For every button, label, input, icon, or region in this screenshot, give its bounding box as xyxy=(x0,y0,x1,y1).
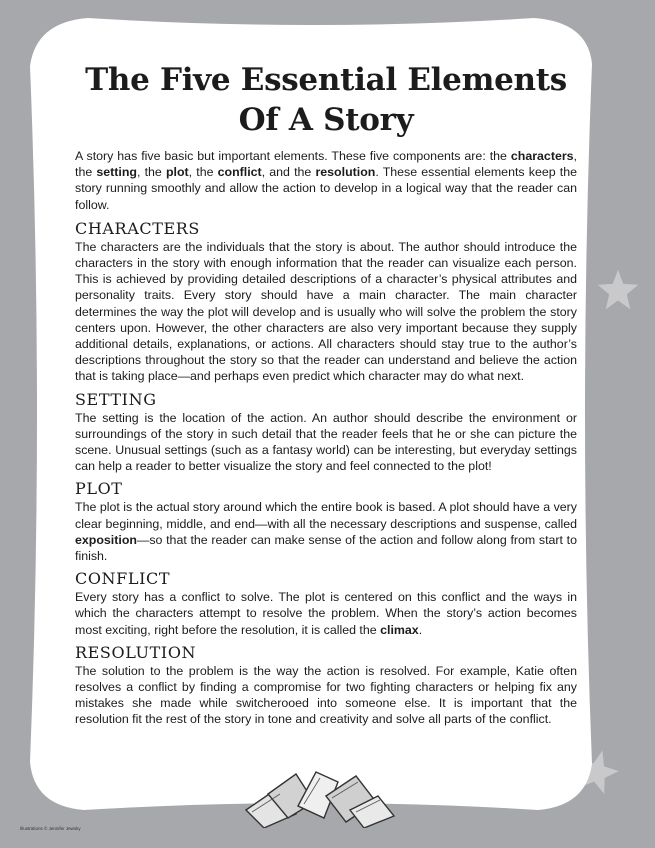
star-icon xyxy=(596,268,640,312)
bold-term: conflict xyxy=(217,165,262,180)
bold-term: characters xyxy=(510,149,574,163)
section-body-conflict: Every story has a conflict to solve. The plot is centered on this conflict and the ways in which the characters attempt to resolve the problem. When the story’s action becomes most exciting, right before the resolution, it is called the climax. xyxy=(75,590,577,637)
section-heading-conflict: CONFLICT xyxy=(75,569,171,589)
section-body-setting: The setting is the location of the action. An author should describe the environment or surroundings of the story in such detail that the reader feels that he or she can picture the scene. Unusual settings (such as a fantasy world) can be interesting, but everyday settings can help a reader to better visualize the story and feel connected to the plot! xyxy=(75,410,577,474)
section-heading-plot: PLOT xyxy=(75,479,123,499)
section-body-resolution: The solution to the problem is the way the action is resolved. For example, Katie often resolves a conflict by finding a compromise for two fighting characters or helping fix any mistakes she made while switcherooed into someone else. It is important that the resolution fit the rest of the story in tone and creativity and solve all parts of the conflict. xyxy=(75,663,577,727)
bold-term: plot xyxy=(165,165,189,180)
bold-term: setting xyxy=(96,165,137,180)
bold-term: climax xyxy=(380,622,419,637)
books-illustration xyxy=(238,766,398,828)
article xyxy=(75,60,577,728)
illustration-credit: Illustrations © Jennifer Jewsky xyxy=(20,826,81,831)
bold-term: resolution xyxy=(315,165,376,180)
bold-term: exposition xyxy=(75,532,137,547)
title-line-2: Of A Story xyxy=(238,102,414,138)
page-title xyxy=(75,60,577,140)
intro-paragraph: A story has five basic but important elements. These five components are: the characters, the setting, the plot, the conflict, and the resolution. These essential elements keep the story running smoothly and allow the action to develop in a logical way that the reader can follow. xyxy=(75,149,577,212)
section-heading-resolution: RESOLUTION xyxy=(75,642,197,662)
section-body-characters: The characters are the individuals that the story is about. The author should introduce the characters in the story with enough information that the reader can visualize each person. This is achieved by providing detailed descriptions of a character’s physical attributes and personality traits. Every story should have a main character. The main character determines the way the plot will develop and is usually who will solve the problem the story centers upon. However, the other characters are also very important because they supply additional details, explanations, or actions. All characters should stay true to the author’s descriptions throughout the story so that the reader can understand and believe the action that is taking place—and perhaps even predict which character may do what next. xyxy=(75,239,577,384)
title-line-1: The Five Essential Elements xyxy=(85,62,567,98)
section-heading-characters: CHARACTERS xyxy=(75,218,200,238)
section-heading-setting: SETTING xyxy=(75,389,157,409)
section-body-plot: The plot is the actual story around which the entire book is based. A plot should have a very clear beginning, middle, and end—with all the necessary descriptions and suspense, called exposition—so that the reader can make sense of the action and follow along from start to finish. xyxy=(75,500,577,564)
